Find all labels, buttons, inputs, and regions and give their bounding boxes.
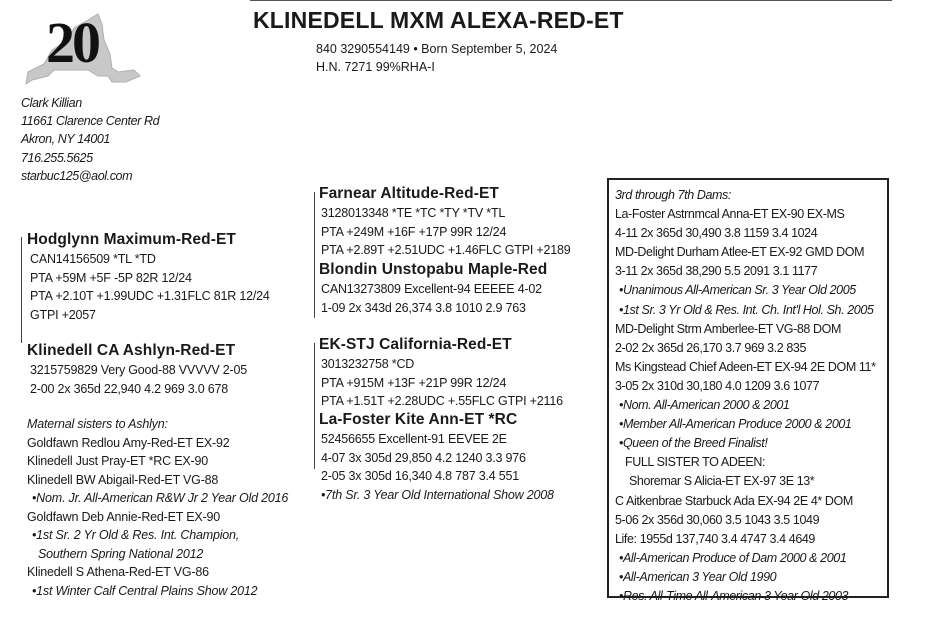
pedigree-bracket	[314, 343, 315, 469]
pedigree-bracket	[314, 192, 315, 318]
sire-detail: CAN14156509 *TL *TD	[30, 252, 156, 266]
registration-info	[316, 40, 557, 76]
dam-dam-detail: 2-05 3x 305d 16,340 4.8 787 3.4 551	[321, 469, 520, 483]
sire-sire-name: Farnear Altitude-Red-ET	[319, 185, 499, 202]
sire-detail: PTA +2.10T +1.99UDC +1.31FLC 81R 12/24	[30, 289, 270, 303]
dam-line: 3-05 2x 310d 30,180 4.0 1209 3.6 1077	[615, 378, 820, 393]
dam-line: MD-Delight Durham Atlee-ET EX-92 GMD DOM	[615, 245, 865, 260]
sire-detail: PTA +59M +5F -5P 82R 12/24	[30, 270, 192, 285]
sister-note: •Nom. Jr. All-American R&W Jr 2 Year Old 2016	[32, 491, 289, 505]
owner-address: 11661 Clarence Center Rd	[21, 114, 160, 129]
dam-note: •1st Sr. 3 Yr Old & Res. Int. Ch. Int'l Hol. Sh. 2005	[619, 302, 874, 317]
dams-box-content	[615, 186, 876, 606]
dam-note: •All-American Produce of Dam 2000 & 2001	[619, 550, 847, 565]
dam-note: •Res. All-Time All-American 3 Year Old 2003	[619, 588, 849, 603]
dam-sire-detail: 3013232758 *CD	[321, 357, 415, 371]
dam-line: Life: 1955d 137,740 3.4 4747 3.4 4649	[615, 531, 815, 546]
dam-detail: 2-00 2x 365d 22,940 4.2 969 3.0 678	[30, 381, 229, 396]
registration-line: 840 3290554149 • Born September 5, 2024	[316, 42, 558, 56]
dam-name: Klinedell CA Ashlyn-Red-ET	[27, 342, 236, 359]
maternal-sisters	[27, 415, 288, 600]
dam-note: •Nom. All-American 2000 & 2001	[619, 398, 790, 413]
dam-line: 2-02 2x 365d 26,170 3.7 969 3.2 835	[615, 340, 807, 355]
sire-sire-detail: 3128013348 *TE *TC *TY *TV *TL	[321, 206, 506, 220]
dam-sire-detail: PTA +915M +13F +21P 99R 12/24	[321, 375, 507, 390]
sire-dam-block	[319, 260, 547, 317]
owner-phone: 716.255.5625	[21, 150, 93, 165]
dams-heading: 3rd through 7th Dams:	[615, 188, 731, 202]
sire-sire-detail: PTA +2.89T +2.51UDC +1.46FLC GTPI +2189	[321, 243, 571, 257]
dam-dam-note: •7th Sr. 3 Year Old International Show 2008	[321, 487, 554, 502]
sister-note: Southern Spring National 2012	[38, 546, 204, 561]
sire-sire-block	[319, 184, 571, 260]
pedigree-bracket	[21, 237, 22, 343]
sire-block	[27, 230, 270, 324]
dam-sire-detail: PTA +1.51T +2.28UDC +.55FLC GTPI +2116	[321, 394, 563, 408]
registration-line: H.N. 7271 99%RHA-I	[316, 60, 435, 74]
owner-address: Akron, NY 14001	[21, 132, 110, 147]
consignor-block	[21, 94, 159, 185]
dam-line: C Aitkenbrae Starbuck Ada EX-94 2E 4* DOM	[615, 493, 853, 508]
dam-dam-name: La-Foster Kite Ann-ET *RC	[319, 411, 518, 428]
animal-title: KLINEDELL MXM ALEXA-RED-ET	[253, 7, 624, 33]
sister-note: •1st Sr. 2 Yr Old & Res. Int. Champion,	[32, 528, 240, 542]
dam-dam-detail: 4-07 3x 305d 29,850 4.2 1240 3.3 976	[321, 450, 526, 465]
sister-line: Klinedell BW Abigail-Red-ET VG-88	[27, 472, 219, 487]
dam-line: La-Foster Astrnmcal Anna-ET EX-90 EX-MS	[615, 207, 845, 222]
lot-number: 20	[46, 10, 98, 75]
dam-line: 3-11 2x 365d 38,290 5.5 2091 3.1 1177	[615, 264, 818, 279]
sire-detail: GTPI +2057	[30, 307, 96, 322]
dam-dam-block	[319, 410, 554, 504]
full-sister-line: Shoremar S Alicia-ET EX-97 3E 13*	[629, 474, 815, 489]
maternal-sisters-heading: Maternal sisters to Ashlyn:	[27, 417, 168, 431]
dam-note: •All-American 3 Year Old 1990	[619, 569, 777, 584]
sire-dam-name: Blondin Unstopabu Maple-Red	[319, 261, 548, 278]
dam-line: Ms Kingstead Chief Adeen-ET EX-94 2E DOM 11*	[615, 359, 876, 374]
dam-note: •Unanimous All-American Sr. 3 Year Old 2005	[619, 283, 856, 298]
sire-dam-detail: 1-09 2x 343d 26,374 3.8 1010 2.9 763	[321, 300, 526, 315]
full-sister-heading: FULL SISTER TO ADEEN:	[625, 455, 766, 470]
sire-name: Hodglynn Maximum-Red-ET	[27, 231, 236, 248]
owner-name: Clark Killian	[21, 96, 82, 110]
dam-line: 4-11 2x 365d 30,490 3.8 1159 3.4 1024	[615, 226, 818, 241]
sire-dam-detail: CAN13273809 Excellent-94 EEEEE 4-02	[321, 282, 542, 296]
dam-sire-block	[319, 335, 563, 411]
dam-detail: 3215759829 Very Good-88 VVVVV 2-05	[30, 363, 247, 377]
dam-sire-name: EK-STJ California-Red-ET	[319, 336, 512, 353]
owner-email: starbuc125@aol.com	[21, 168, 133, 183]
sister-line: Goldfawn Deb Annie-Red-ET EX-90	[27, 509, 220, 524]
dam-block	[27, 341, 247, 398]
dam-line: 5-06 2x 356d 30,060 3.5 1043 3.5 1049	[615, 512, 820, 527]
sister-line: Klinedell Just Pray-ET *RC EX-90	[27, 454, 208, 468]
dam-line: MD-Delight Strm Amberlee-ET VG-88 DOM	[615, 321, 841, 336]
top-rule	[250, 0, 892, 1]
dam-note: •Queen of the Breed Finalist!	[619, 436, 768, 451]
sister-line: Goldfawn Redlou Amy-Red-ET EX-92	[27, 435, 230, 450]
dam-note: •Member All-American Produce 2000 & 2001	[619, 417, 852, 432]
sister-note: •1st Winter Calf Central Plains Show 2012	[32, 583, 258, 598]
dam-dam-detail: 52456655 Excellent-91 EEVEE 2E	[321, 432, 507, 446]
sire-sire-detail: PTA +249M +16F +17P 99R 12/24	[321, 224, 507, 239]
sister-line: Klinedell S Athena-Red-ET VG-86	[27, 565, 209, 579]
